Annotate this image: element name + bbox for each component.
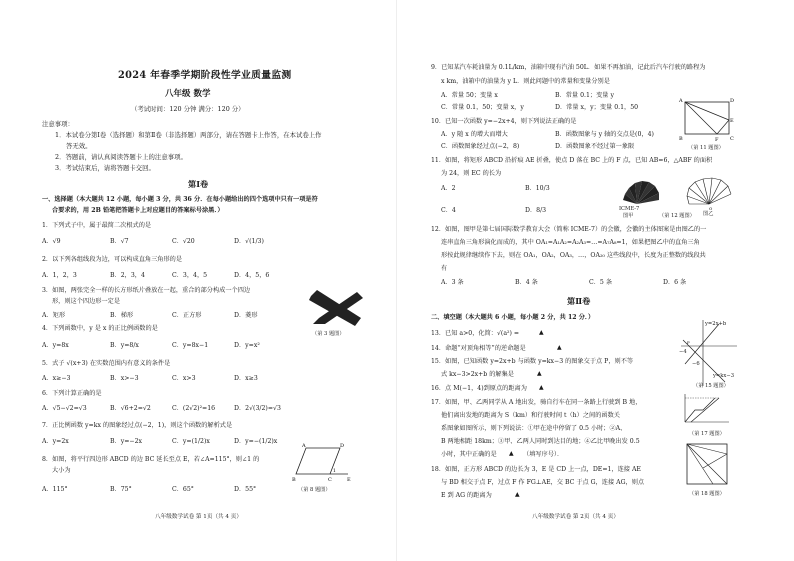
q4-option-a: A．y=8x [42,342,69,349]
q8-option-d: D．55° [234,486,257,493]
question-3-cont: 形，则这个四边形一定是 [52,298,121,305]
q9-option-a: A．常量 50；变量 x [441,92,498,99]
question-18: 18．如图，正方形 ABCD 的边长为 3，E 是 CD 上一点，DE=1，连接 AE [431,466,641,473]
question-13: 13．已知 a>0，化简：√(a²) = [431,330,520,337]
q2-option-c: C．3，4，5 [172,272,208,279]
answer-blank-17[interactable]: ▲ [509,450,514,457]
q1-option-b: B．√7 [110,238,129,245]
q7-option-d: D．y=−(1/2)x [234,438,278,445]
q8-option-b: B．75° [110,486,132,493]
q3-option-b: B．梯形 [110,312,134,319]
fold-line-ae [685,102,729,120]
question-18-cont: 与 BD 相交于点 F，过点 F 作 FG⊥AE，交 BC 于点 G，连接 AG，则点 [441,479,645,486]
q12-option-a: A．3 条 [441,279,464,286]
answer-blank-13[interactable]: ▲ [539,329,544,336]
q8-option-c: C．65° [172,486,194,493]
question-4: 4．下列函数中，y 是 x 的正比例函数的是 [42,325,158,332]
q8-option-a: A．115° [42,486,68,493]
q12-option-d: D．6 条 [663,279,687,286]
section1-instructions: 一、选择题（本大题共 12 小题，每小题 3 分，共 36 分．在每小题给出的四个选项中只有一项是符 [42,196,318,203]
q11-option-b: B．10/3 [525,185,550,192]
question-17-cont: （填写序号）． [523,451,564,458]
part2-title: 第Ⅱ卷 [567,296,591,306]
q5-option-d: D．x≥3 [234,375,258,382]
q10-option-c: C．函数图象经过点(−2，8) [441,143,520,150]
page-2-footer: 八年级数学试卷 第 2页（共 4 页） [532,514,619,520]
question-12-cont: 形按此规律继续作下去，则在 OA₁，OA₂，OA₃，…，OA₂₀ 这些线段中，长度为正整数的线段共 [441,252,706,259]
question-7: 7．正比例函数 y=kx 的图象经过点(−2，1)，则这个函数的解析式是 [42,422,233,429]
figure-15-label-neg6: −6 [692,361,700,367]
q4-option-c: C．y=8x−1 [172,342,209,349]
segment-ae [687,444,713,484]
exam-title: 2024 年春季学期阶段性学业质量监测 [118,70,292,81]
question-2: 2．以下列各组线段为边，可以构成直角三角形的是 [42,256,183,263]
q7-option-b: B．y=−2x [110,438,143,445]
answer-blank-16[interactable]: ▲ [539,384,544,391]
q11-option-a: A．2 [441,185,456,192]
note-line: 3．考试结束后，请将答题卡交回。 [55,164,155,172]
question-10: 10．已知一次函数 y=−2x+4，则下列说法正确的是 [431,118,577,125]
q2-option-a: A．1，2，3 [42,272,77,279]
q7-option-c: C．y=(1/2)x [172,438,210,445]
q3-option-d: D．菱形 [234,312,258,319]
exam-subject: 八年级 数学 [165,89,211,99]
figure-8-parallelogram [292,442,352,484]
question-3: 3．如图，两张完全一样的长方形纸片叠放在一起，重合的部分构成一个四边 [42,287,251,294]
page-1-footer: 八年级数学试卷 第 1页（共 4 页） [155,514,242,520]
question-14: 14．命题“对顶角相等”的逆命题是 [431,345,526,352]
question-9: 9．已知某汽车耗油量为 0.1L/km，油箱中现有汽油 50L．如果不再加油，记此后汽车行驶的路程为 [431,64,706,71]
q6-option-c: C．(2√2)²=16 [172,405,216,412]
angle-1-label: 1 [333,469,336,474]
figure-18-square [683,440,733,490]
q5-option-a: A．x≥−3 [42,375,71,382]
figure-12-label-jia: 图甲 [623,213,634,219]
answer-blank-18[interactable]: ▲ [515,491,520,498]
question-17-cont: 系图象如图所示，则下列说法：①甲在途中停留了 0.5 小时；②A、 [441,425,627,432]
q6-option-b: B．√6+2=√2 [110,405,151,412]
q10-option-d: D．函数图象不经过第一象限 [555,143,635,150]
section2-instructions: 二、填空题（本大题共 6 小题，每小题 2 分，共 12 分．） [431,314,595,321]
q2-option-b: B．2，3，4 [110,272,145,279]
question-17: 17．如图，甲、乙两同学从 A 地出发，骑自行车在同一条路上行驶到 B 地， [431,399,642,406]
figure-18-caption: （第 18 题图） [689,491,725,497]
question-17-cont: 他们离出发地的距离为 S（km）和行驶时间 t（h）之间的函数关 [441,412,620,419]
question-12-cont: 连串直角三角形演化而成的，其中 OA₁=A₁A₂=A₂A₃=…=A₇A₈=1，如果把图乙中的直角三角 [441,239,700,246]
q5-option-c: C．x>3 [172,375,196,382]
figure-15-label-2: y=kx−3 [713,373,734,379]
figure-12-label-icme: ICME-7 [619,206,640,212]
vertex-d-label: D [340,443,345,449]
figure-8-caption: （第 8 题图） [298,487,331,493]
figure-11-rectangle [679,96,735,142]
note-line: 答无效。 [66,142,92,150]
right-triangle-spiral [687,178,731,204]
answer-blank-15[interactable]: ▲ [537,370,542,377]
icme-emblem [623,181,659,204]
q9-option-b: B．常量 0.1；变量 y [555,92,614,99]
diagonal-bd [687,444,727,484]
q9-option-d: D．常量 x，y；变量 0.1，50 [555,104,639,111]
q4-option-d: D．y=x² [234,342,260,349]
question-12: 12．如图，图甲是第七届国际数学教育大会（简称 ICME-7）的会徽，会徽的主体图案是由图乙的一 [431,226,707,233]
line-y-2x-plus-b [685,324,719,364]
vertex-a-label: A [302,443,306,449]
question-18-cont: E 到 AG 的距离为 [441,492,492,499]
vertex-c-label: C [328,477,332,483]
rectangle-abcd [685,102,729,134]
figure-12-caption: （第 12 题图） [659,213,695,219]
part1-title: 第Ⅰ卷 [188,179,209,189]
figure-15-caption: （第 15 题图） [693,383,729,389]
q12-option-c: C．5 条 [589,279,613,286]
question-17-cont: B 两地相距 18km；③甲、乙两人同时到达目的地；④乙比甲晚出发 0.5 [441,438,640,445]
graph-jia [685,398,715,422]
point-p-label: P [687,340,690,345]
question-8-cont: 大小为 [52,467,71,474]
vertex-b-label: B [292,477,296,483]
question-1: 1．下列式子中，属于最简二次根式的是 [42,222,152,229]
spiral-origin-o: O [709,206,713,211]
q1-option-c: C．√20 [172,238,195,245]
figure-15-label-neg4: −4 [679,349,687,355]
question-9-cont: x km，油箱中的油量为 y L．则此问题中的常量和变量分别是 [441,78,610,85]
q3-option-a: A．矩形 [42,312,66,319]
figure-12-label-yi: 图乙 [703,211,714,217]
line-af [685,102,717,134]
q9-option-c: C．常量 0.1，50；变量 x，y [441,104,524,111]
question-15-cont: 式 kx−3>2x+b 的解集是 [441,371,514,378]
point-e-label: E [730,118,734,124]
point-f-label: F [715,137,719,143]
q10-option-b: B．函数图象与 y 轴的交点是(0，4) [555,131,654,138]
exam-page-2 [397,0,794,561]
q2-option-d: D．4，5，6 [234,272,270,279]
q4-option-b: B．y=8/x [110,342,139,349]
point-e-label: E [347,477,351,483]
question-8: 8．如图，将平行四边形 ABCD 的边 BC 延长至点 E，若∠A=115°，则∠1 的 [42,456,260,463]
q6-option-a: A．√5−√2=√3 [42,405,87,412]
q10-option-a: A．y 随 x 的增大而增大 [441,131,508,138]
segment-fg [703,454,727,468]
question-12-cont: 有 [441,265,448,272]
question-5: 5．式子 √(x+3) 在实数范围内有意义的条件是 [42,360,171,367]
vertex-d-label: D [730,98,735,104]
question-11-cont: 为 24，则 EC 的长为 [441,170,502,177]
q11-option-c: C．4 [441,207,456,214]
figure-15-label-1: y=2x+b [705,321,727,327]
question-16: 16．点 M(−1，4)到原点的距离为 [431,385,527,392]
exam-info: （考试时间：120 分钟 满分：120 分） [131,105,245,113]
segment-ag [687,444,727,454]
figure-17-caption: （第 17 题图） [689,431,725,437]
q5-option-b: B．x>−3 [110,375,139,382]
section1-instructions: 合要求的，用 2B 铅笔把答题卡上对应题目的答案标号涂黑．） [52,207,224,214]
figure-17-graph [681,392,731,428]
question-17-cont: 小时，其中正确的是 [441,451,497,458]
figure-3-overlapping-strips [305,288,365,328]
q7-option-a: A．y=2x [42,438,69,445]
notes-heading: 注意事项： [42,120,74,128]
figure-3-caption: （第 3 题图） [312,331,345,337]
question-15: 15．如图，已知函数 y=2x+b 与函数 y=kx−3 的图象交于点 P，则不等 [431,358,634,365]
note-line: 1．本试卷分第Ⅰ卷（选择题）和第Ⅱ卷（非选择题）两部分，请在答题卡上作答，在本试卷上作 [55,131,322,139]
note-line: 2．答题前，请认真阅读答题卡上的注意事项。 [55,153,187,161]
vertex-a-label: A [679,98,683,104]
answer-blank-14[interactable]: ▲ [557,344,562,351]
figure-11-caption: （第 11 题图） [688,145,724,151]
q12-option-b: B．4 条 [515,279,538,286]
vertex-b-label: B [679,136,683,142]
q1-option-a: A．√9 [42,238,61,245]
vertex-c-label: C [730,136,734,142]
line-fe [717,120,729,134]
q6-option-d: D．2√(3/2)=√3 [234,405,281,412]
q1-option-d: D．√(1/3) [234,238,264,245]
q11-option-d: D．8/3 [525,207,547,214]
q3-option-c: C．正方形 [172,312,202,319]
question-11: 11．如图，将矩形 ABCD 沿折痕 AE 折叠，使点 D 落在 BC 上的 F 点，已知 AB=6，△ABF 的面积 [431,157,713,164]
question-6: 6．下列计算正确的是 [42,390,102,397]
